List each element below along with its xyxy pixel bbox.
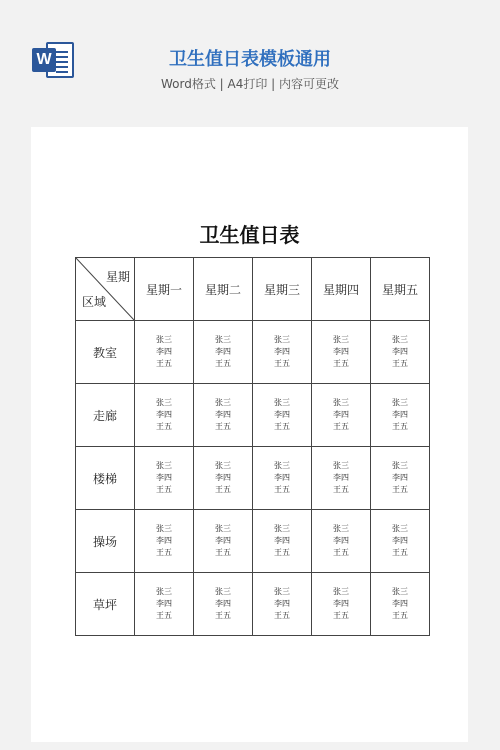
- person-name: 李四: [274, 473, 290, 482]
- day-header: 星期一: [135, 258, 194, 321]
- names-cell: [371, 321, 430, 384]
- person-name: 李四: [156, 473, 172, 482]
- person-name: 王五: [274, 611, 290, 620]
- person-name: 王五: [156, 611, 172, 620]
- person-name: 王五: [215, 422, 231, 431]
- names-cell: [253, 573, 312, 636]
- names-cell: [253, 321, 312, 384]
- person-name: 李四: [215, 410, 231, 419]
- names-cell: [312, 447, 371, 510]
- person-name: 王五: [156, 359, 172, 368]
- names-cell: [135, 447, 194, 510]
- table-row: [76, 510, 430, 573]
- person-name: 王五: [215, 548, 231, 557]
- person-name: 张三: [156, 524, 172, 533]
- person-name: 张三: [215, 398, 231, 407]
- person-name: 王五: [215, 611, 231, 620]
- person-name: 王五: [156, 485, 172, 494]
- person-name: 张三: [333, 587, 349, 596]
- person-name: 李四: [392, 536, 408, 545]
- document-page: [31, 127, 468, 742]
- person-name: 王五: [274, 422, 290, 431]
- person-name: 王五: [392, 359, 408, 368]
- person-name: 李四: [392, 410, 408, 419]
- person-name: 王五: [333, 611, 349, 620]
- person-name: 张三: [274, 335, 290, 344]
- names-cell: [253, 384, 312, 447]
- word-badge: W: [32, 48, 56, 72]
- person-name: 王五: [392, 485, 408, 494]
- person-name: 王五: [274, 548, 290, 557]
- person-name: 张三: [156, 398, 172, 407]
- person-name: 李四: [333, 536, 349, 545]
- person-name: 张三: [392, 587, 408, 596]
- person-name: 王五: [156, 548, 172, 557]
- area-cell: 走廊: [76, 384, 135, 447]
- person-name: 李四: [215, 347, 231, 356]
- person-name: 张三: [156, 335, 172, 344]
- day-header: 星期二: [194, 258, 253, 321]
- person-name: 李四: [274, 599, 290, 608]
- duty-table: [75, 257, 430, 636]
- names-cell: [135, 321, 194, 384]
- names-cell: [312, 510, 371, 573]
- person-name: 张三: [392, 461, 408, 470]
- page-title: 卫生值日表模板通用: [169, 49, 331, 70]
- person-name: 李四: [274, 536, 290, 545]
- person-name: 李四: [274, 410, 290, 419]
- person-name: 李四: [156, 536, 172, 545]
- person-name: 李四: [156, 599, 172, 608]
- area-cell: 操场: [76, 510, 135, 573]
- area-cell: 教室: [76, 321, 135, 384]
- person-name: 王五: [333, 548, 349, 557]
- person-name: 张三: [274, 461, 290, 470]
- person-name: 王五: [333, 359, 349, 368]
- person-name: 张三: [215, 587, 231, 596]
- names-cell: [371, 384, 430, 447]
- person-name: 张三: [274, 587, 290, 596]
- names-cell: [253, 447, 312, 510]
- person-name: 张三: [215, 461, 231, 470]
- names-cell: [135, 573, 194, 636]
- person-name: 李四: [333, 599, 349, 608]
- names-cell: [194, 573, 253, 636]
- person-name: 张三: [274, 524, 290, 533]
- person-name: 王五: [156, 422, 172, 431]
- person-name: 王五: [333, 485, 349, 494]
- names-cell: [312, 384, 371, 447]
- area-cell: 草坪: [76, 573, 135, 636]
- person-name: 张三: [215, 335, 231, 344]
- person-name: 李四: [333, 410, 349, 419]
- corner-top-label: 星期: [105, 270, 130, 284]
- person-name: 王五: [215, 359, 231, 368]
- day-header: 星期四: [312, 258, 371, 321]
- names-cell: [194, 447, 253, 510]
- person-name: 张三: [156, 461, 172, 470]
- table-row: [76, 447, 430, 510]
- person-name: 王五: [333, 422, 349, 431]
- names-cell: [371, 573, 430, 636]
- person-name: 李四: [215, 473, 231, 482]
- person-name: 李四: [156, 410, 172, 419]
- page-subtitle: Word格式 | A4打印 | 内容可更改: [160, 77, 340, 91]
- person-name: 张三: [392, 398, 408, 407]
- person-name: 张三: [333, 524, 349, 533]
- person-name: 张三: [156, 587, 172, 596]
- person-name: 李四: [215, 536, 231, 545]
- person-name: 王五: [215, 485, 231, 494]
- day-header: 星期五: [371, 258, 430, 321]
- person-name: 李四: [215, 599, 231, 608]
- person-name: 张三: [333, 461, 349, 470]
- person-name: 王五: [274, 485, 290, 494]
- person-name: 王五: [392, 422, 408, 431]
- document-title: 卫生值日表: [199, 223, 300, 247]
- area-cell: 楼梯: [76, 447, 135, 510]
- person-name: 张三: [215, 524, 231, 533]
- names-cell: [135, 510, 194, 573]
- person-name: 李四: [392, 599, 408, 608]
- names-cell: [194, 384, 253, 447]
- names-cell: [253, 510, 312, 573]
- day-header: 星期三: [253, 258, 312, 321]
- person-name: 李四: [333, 347, 349, 356]
- person-name: 王五: [392, 611, 408, 620]
- names-cell: [371, 510, 430, 573]
- person-name: 李四: [392, 347, 408, 356]
- person-name: 李四: [274, 347, 290, 356]
- names-cell: [194, 321, 253, 384]
- names-cell: [194, 510, 253, 573]
- person-name: 王五: [392, 548, 408, 557]
- person-name: 张三: [333, 398, 349, 407]
- names-cell: [312, 573, 371, 636]
- person-name: 李四: [333, 473, 349, 482]
- corner-cell: [76, 258, 135, 321]
- person-name: 张三: [274, 398, 290, 407]
- person-name: 张三: [392, 524, 408, 533]
- person-name: 李四: [392, 473, 408, 482]
- person-name: 王五: [274, 359, 290, 368]
- corner-bottom-label: 区域: [82, 295, 107, 309]
- person-name: 张三: [333, 335, 349, 344]
- person-name: 张三: [392, 335, 408, 344]
- table-row: [76, 321, 430, 384]
- names-cell: [371, 447, 430, 510]
- table-row: [76, 573, 430, 636]
- table-row: [76, 384, 430, 447]
- names-cell: [135, 384, 194, 447]
- person-name: 李四: [156, 347, 172, 356]
- names-cell: [312, 321, 371, 384]
- table-header-row: [76, 258, 430, 321]
